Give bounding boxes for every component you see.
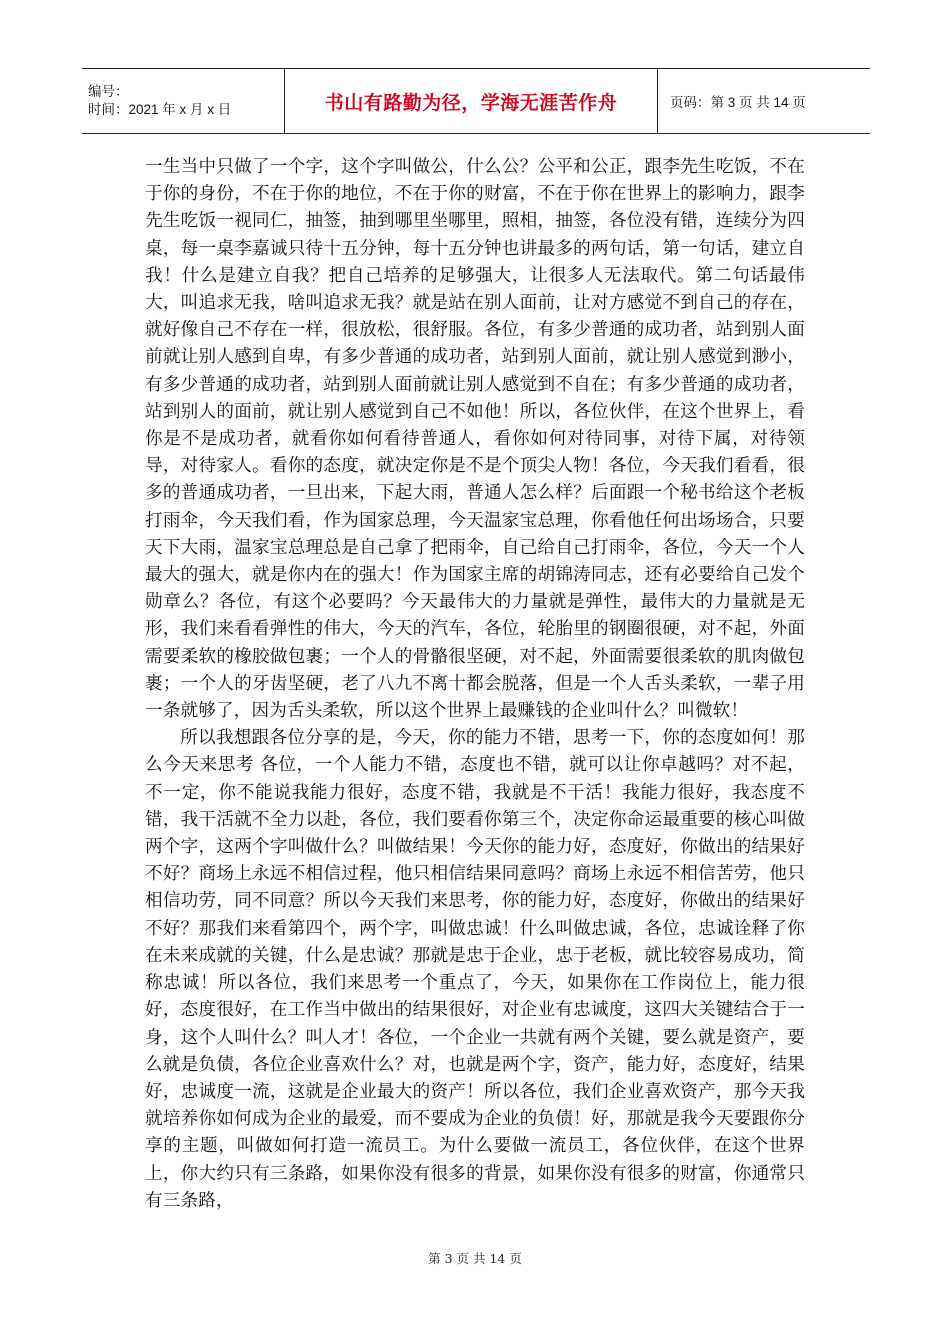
body-paragraph: 一生当中只做了一个字，这个字叫做公，什么公？公平和公正，跟李先生吃饭，不在于你的身份，不在于你的地位，不在于你的财富，不在于你在世界上的影响力，跟李先生吃饭一视同仁，抽签，抽到哪里坐哪里，照相，抽签，各位没有错，连续分为四桌，每一桌李嘉诚只待十五分钟，每十五分钟也讲最多的两句话，第一句话，建立自我！什么是建立自我？把自己培养的足够强大，让很多人无法取代。第二句话最伟大，叫追求无我，啥叫追求无我？就是站在别人面前，让对方感觉不到自己的存在，就好像自己不存在一样，很放松，很舒服。各位，有多少普通的成功者，站到别人面前就让别人感到自卑，有多少普通的成功者，站到别人面前，就让别人感觉到渺小，有多少普通的成功者，站到别人面前就让别人感觉到不自在；有多少普通的成功者，站到别人的面前，就让别人感觉到自己不如他！所以，各位伙伴，在这个世界上，看你是不是成功者，就看你如何看待普通人，看你如何对待同事，对待下属，对待领导，对待家人。看你的态度，就决定你是不是个顶尖人物！各位，今天我们看看，很多的普通成功者，一旦出来，下起大雨，普通人怎么样？后面跟一个秘书给这个老板打雨伞，今天我们看，作为国家总理，今天温家宝总理，你看他任何出场场合，只要天下大雨，温家宝总理总是自己拿了把雨伞，自己给自己打雨伞，各位，今天一个人最大的强大，就是你内在的强大！作为国家主席的胡锦涛同志，还有必要给自己发个勋章么？各位，有这个必要吗？今天最伟大的力量就是弹性，最伟大的力量就是无形，我们来看看弹性的伟大，今天的汽车，各位，轮胎里的钢圈很硬，对不起，外面需要柔软的橡胶做包裹；一个人的骨骼很坚硬，对不起，外面需要很柔软的肌肉做包裹；一个人的牙齿坚硬，老了八九不离十都会脱落，但是一个人舌头柔软，一辈子用一条就够了，因为舌头柔软，所以这个世界上最赚钱的企业叫什么？叫微软！ [145,157,805,722]
motto-text: 书山有路勤为径，学海无涯苦作舟 [285,69,658,134]
header-table [82,68,870,134]
body-paragraph: 所以我想跟各位分享的是，今天，你的能力不错，思考一下，你的态度如何！那么今天来思考 各位，一个人能力不错，态度也不错，就可以让你卓越吗？对不起，不一定，你不能说我能力很好，态度不错，我就是不干活！我能力很好，我态度不错，我干活就不全力以赴，各位，我们要看你第三个，决定你命运最重要的核心叫做两个字，这两个字叫做什么？叫做结果！今天你的能力好，态度好，你做出的结果好不好？商场上永远不相信过程，他只相信结果同意吗？商场上永远不相信苦劳，他只相信功劳，同不同意？所以今天我们来思考，你的能力好，态度好，你做出的结果好不好？那我们来看第四个，两个字，叫做忠诚！什么叫做忠诚，各位，忠诚诠释了你在未来成就的关键，什么是忠诚？那就是忠于企业，忠于老板，就比较容易成功，简称忠诚！所以各位，我们来思考一个重点了，今天，如果你在工作岗位上，能力很好，态度很好，在工作当中做出的结果很好，对企业有忠诚度，这四大关键结合于一身，这个人叫什么？叫人才！各位，一个企业一共就有两个关键，要么就是资产，要么就是负债，各位企业喜欢什么？对，也就是两个字，资产，能力好，态度好，结果好，忠诚度一流，这就是企业最大的资产！所以各位，我们企业喜欢资产，那今天我就培养你如何成为企业的最爱，而不要成为企业的负债！好，那就是我今天要跟你分享的主题，叫做如何打造一流员工。为什么要做一流员工，各位伙伴，在这个世界上，你大约只有三条路，如果你没有很多的背景，如果你没有很多的财富，你通常只有三条路， [145,728,805,1211]
date-label: 时间：2021 年 x 月 x 日 [88,102,232,117]
header-meta-cell [82,69,285,134]
page-label: 页码：第 3 页 共 14 页 [658,69,871,134]
number-label: 编号： [88,84,129,99]
document-body [145,154,805,1215]
page-footer: 第 3 页 共 14 页 [428,1251,522,1266]
